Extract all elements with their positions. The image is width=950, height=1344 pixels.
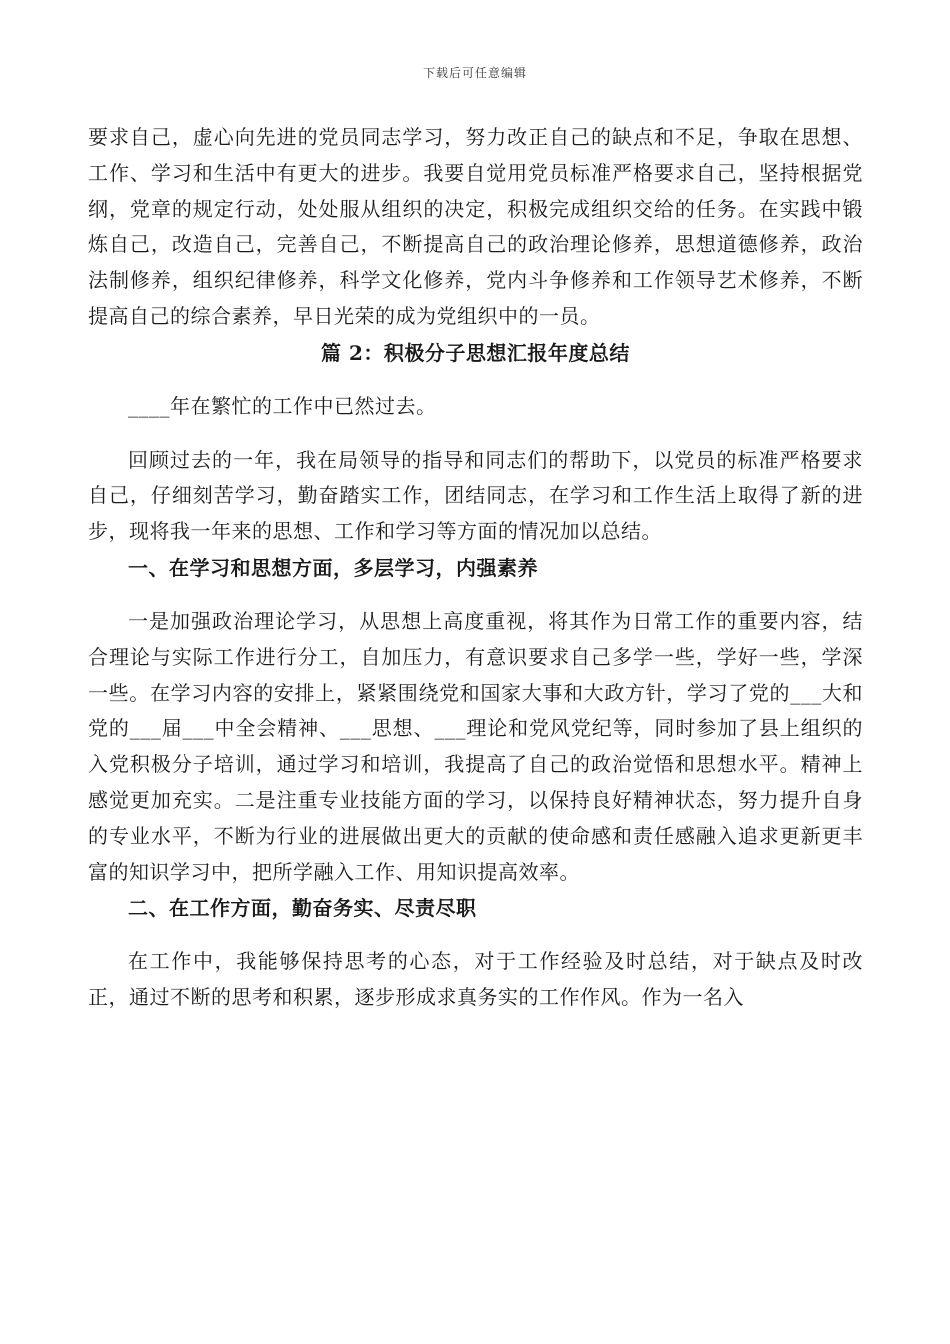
paragraph-intro: ____年在繁忙的工作中已然过去。 [128, 393, 437, 418]
page-header-note: 下载后可任意编辑 [422, 66, 527, 80]
paragraph-review: 回顾过去的一年，我在局领导的指导和同志们的帮助下，以党员的标准严格要求自己，仔细刻苦学习，勤奋踏实工作，团结同志，在学习和工作生活上取得了新的进步，现将我一年来的思想、工作和学习等方面的情况加以总结。 [88, 447, 863, 544]
heading-work: 二、在工作方面，勤奋务实、尽责尽职 [128, 896, 477, 921]
heading-study: 一、在学习和思想方面，多层学习，内强素养 [128, 555, 538, 580]
paragraph-work: 在工作中，我能够保持思考的心态，对于工作经验及时总结，对于缺点及时改正，通过不断的思考和积累，逐步形成求真务实的工作作风。作为一名入 [88, 949, 863, 1010]
paragraph-continuation: 要求自己，虚心向先进的党员同志学习，努力改正自己的缺点和不足，争取在思想、工作、学习和生活中有更大的进步。我要自觉用党员标准严格要求自己，坚持根据党纲，党章的规定行动，处处服从组织的决定，积极完成组织交给的任务。在实践中锻炼自己，改造自己，完善自己，不断提高自己的政治理论修养，思想道德修养，政治法制修养，组织纪律修养，科学文化修养，党内斗争修养和工作领导艺术修养，不断提高自己的综合素养，早日光荣的成为党组织中的一员。 [88, 125, 863, 328]
document-body [88, 120, 863, 1016]
section-title: 篇 2：积极分子思想汇报年度总结 [321, 340, 630, 365]
paragraph-study: 一是加强政治理论学习，从思想上高度重视，将其作为日常工作的重要内容，结合理论与实际工作进行分工，自加压力，有意识要求自己多学一些，学好一些，学深一些。在学习内容的安排上，紧紧围绕党和国家大事和大政方针，学习了党的___大和党的___届___中全会精神、___思想、___理论和党风党纪等，同时参加了县上组织的入党积极分子培训，通过学习和培训，我提高了自己的政治觉悟和思想水平。精神上感觉更加充实。二是注重专业技能方面的学习，以保持良好精神状态，努力提升自身的专业水平，不断为行业的进展做出更大的贡献的使命感和责任感融入追求更新更丰富的知识学习中，把所学融入工作、用知识提高效率。 [88, 608, 863, 884]
